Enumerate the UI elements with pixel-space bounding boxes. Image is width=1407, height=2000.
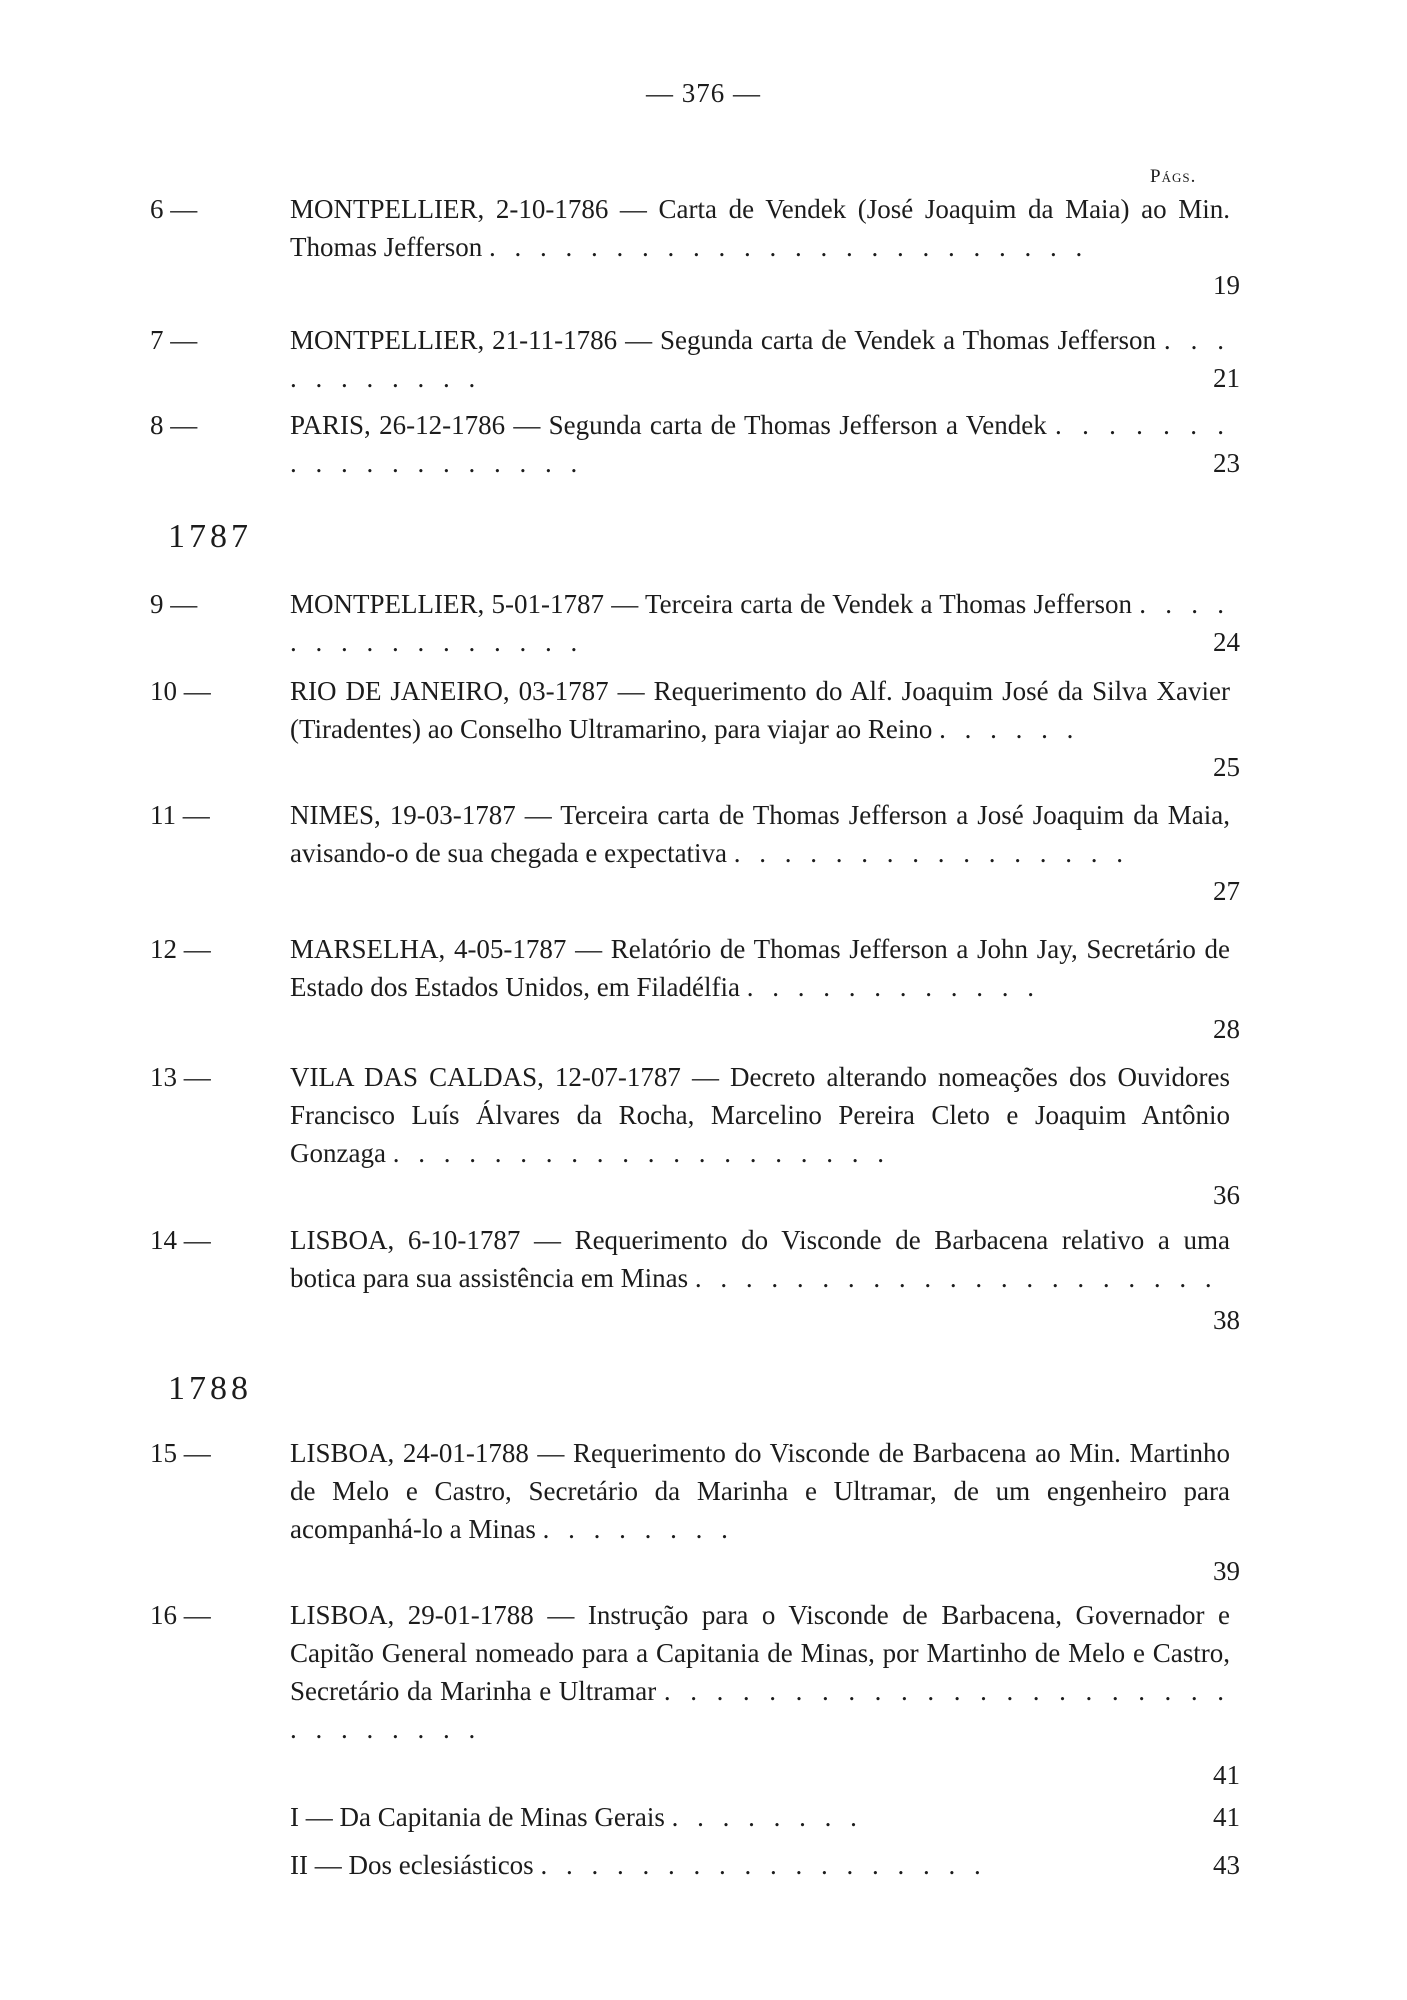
entry-text: MONTPELLIER, 2-10-1786 — Carta de Vendek (José Joaquim da Maia) ao Min. Thomas Jefferson — [290, 194, 1230, 262]
toc-entry — [150, 1221, 1240, 1335]
toc-entry — [150, 796, 1240, 910]
entry-page: 21 — [1213, 363, 1240, 393]
entry-page: 23 — [1213, 448, 1240, 478]
entry-text: MONTPELLIER, 21-11-1786 — Segunda carta de Vendek a Thomas Jefferson — [290, 325, 1156, 355]
toc-sub-entry — [290, 1846, 1240, 1884]
entry-text: MARSELHA, 4-05-1787 — Relatório de Thomas Jefferson a John Jay, Secretário de Estado dos Estados Unidos, em Filadélfia — [290, 934, 1230, 1002]
pags-column-header: Págs. — [1150, 166, 1197, 187]
dot-leader: . . . . . . . . . . . . . . . . . . . . — [392, 1138, 890, 1168]
toc-entry — [150, 1596, 1240, 1790]
entry-page: 19 — [1213, 270, 1240, 300]
entry-text: RIO DE JANEIRO, 03-1787 — Requerimento do Alf. Joaquim José da Silva Xavier (Tiradentes) ao Conselho Ultramarino, para viajar ao Reino — [290, 676, 1230, 744]
entry-number: 11 — — [150, 800, 210, 830]
page-number: — 376 — — [646, 78, 761, 108]
dot-leader: . . . . . . . . . . . . . . . . . . . — [290, 410, 1231, 478]
dot-leader: . . . . . . — [939, 714, 1080, 744]
year-heading-1787: 1787 — [168, 518, 252, 555]
entry-number: 8 — — [150, 410, 198, 440]
toc-entry — [150, 321, 1240, 397]
entry-text: LISBOA, 6-10-1787 — Requerimento do Visconde de Barbacena relativo a uma botica para sua assistência em Minas — [290, 1225, 1230, 1293]
entry-page: 28 — [1213, 1014, 1240, 1044]
entry-number: 14 — — [150, 1225, 211, 1255]
sub-entry-text: I — Da Capitania de Minas Gerais — [290, 1802, 665, 1832]
toc-entry — [150, 1058, 1240, 1210]
entry-text: LISBOA, 24-01-1788 — Requerimento do Visconde de Barbacena ao Min. Martinho de Melo e Castro, Secretário da Marinha e Ultramar, de um engenheiro para acompanhá-lo a Minas — [290, 1438, 1230, 1544]
entry-page: 39 — [1213, 1556, 1240, 1586]
entry-number: 15 — — [150, 1438, 211, 1468]
toc-entry — [150, 585, 1240, 661]
dot-leader: . . . . . . . . . . . . . . . . . . . . . — [694, 1263, 1218, 1293]
entry-number: 10 — — [150, 676, 211, 706]
sub-entry-page: 41 — [1213, 1802, 1240, 1832]
dot-leader: . . . . . . . . . . . . . . . . . . . . . . . . . . . . . . — [290, 1676, 1231, 1744]
toc-sub-entry — [290, 1798, 1240, 1836]
dot-leader: . . . . . . . . . . . . . . . . — [733, 838, 1130, 868]
entry-number: 6 — — [150, 194, 198, 224]
entry-number: 7 — — [150, 325, 198, 355]
toc-entry — [150, 406, 1240, 482]
entry-number: 9 — — [150, 589, 198, 619]
entry-page: 41 — [1213, 1760, 1240, 1790]
entry-text: VILA DAS CALDAS, 12-07-1787 — Decreto alterando nomeações dos Ouvidores Francisco Luís Álvares da Rocha, Marcelino Pereira Cleto e Joaquim Antônio Gonzaga — [290, 1062, 1230, 1168]
dot-leader: . . . . . . . . — [671, 1802, 863, 1832]
sub-entry-page: 43 — [1213, 1850, 1240, 1880]
toc-entry — [150, 930, 1240, 1044]
entry-text: PARIS, 26-12-1786 — Segunda carta de Thomas Jefferson a Vendek — [290, 410, 1047, 440]
toc-entry — [150, 672, 1240, 786]
entry-page: 25 — [1213, 752, 1240, 782]
dot-leader: . . . . . . . . . . . . . . . . . . — [540, 1850, 987, 1880]
dot-leader: . . . . . . . . . . . . . . . . . . . . . . . . — [488, 232, 1089, 262]
entry-number: 12 — — [150, 934, 211, 964]
entry-text: MONTPELLIER, 5-01-1787 — Terceira carta de Vendek a Thomas Jefferson — [290, 589, 1132, 619]
entry-number: 16 — — [150, 1600, 211, 1630]
dot-leader: . . . . . . . . . . . . — [746, 972, 1040, 1002]
entry-number: 13 — — [150, 1062, 211, 1092]
year-heading-1788: 1788 — [168, 1370, 252, 1407]
toc-entry — [150, 1434, 1240, 1586]
entry-page: 36 — [1213, 1180, 1240, 1210]
entry-page: 24 — [1213, 627, 1240, 657]
entry-page: 27 — [1213, 876, 1240, 906]
dot-leader: . . . . . . . . . . . . . . . . — [290, 589, 1231, 657]
dot-leader: . . . . . . . . — [542, 1514, 734, 1544]
entry-page: 38 — [1213, 1305, 1240, 1335]
sub-entry-text: II — Dos eclesiásticos — [290, 1850, 534, 1880]
toc-entry — [150, 190, 1240, 304]
entry-text: NIMES, 19-03-1787 — Terceira carta de Thomas Jefferson a José Joaquim da Maia, avisando-o de sua chegada e expectativa — [290, 800, 1230, 868]
entry-text: LISBOA, 29-01-1788 — Instrução para o Visconde de Barbacena, Governador e Capitão General nomeado para a Capitania de Minas, por Martinho de Melo e Castro, Secretário da Marinha e Ultramar — [290, 1600, 1230, 1706]
dot-leader: . . . . . . . . . . . — [290, 325, 1231, 393]
